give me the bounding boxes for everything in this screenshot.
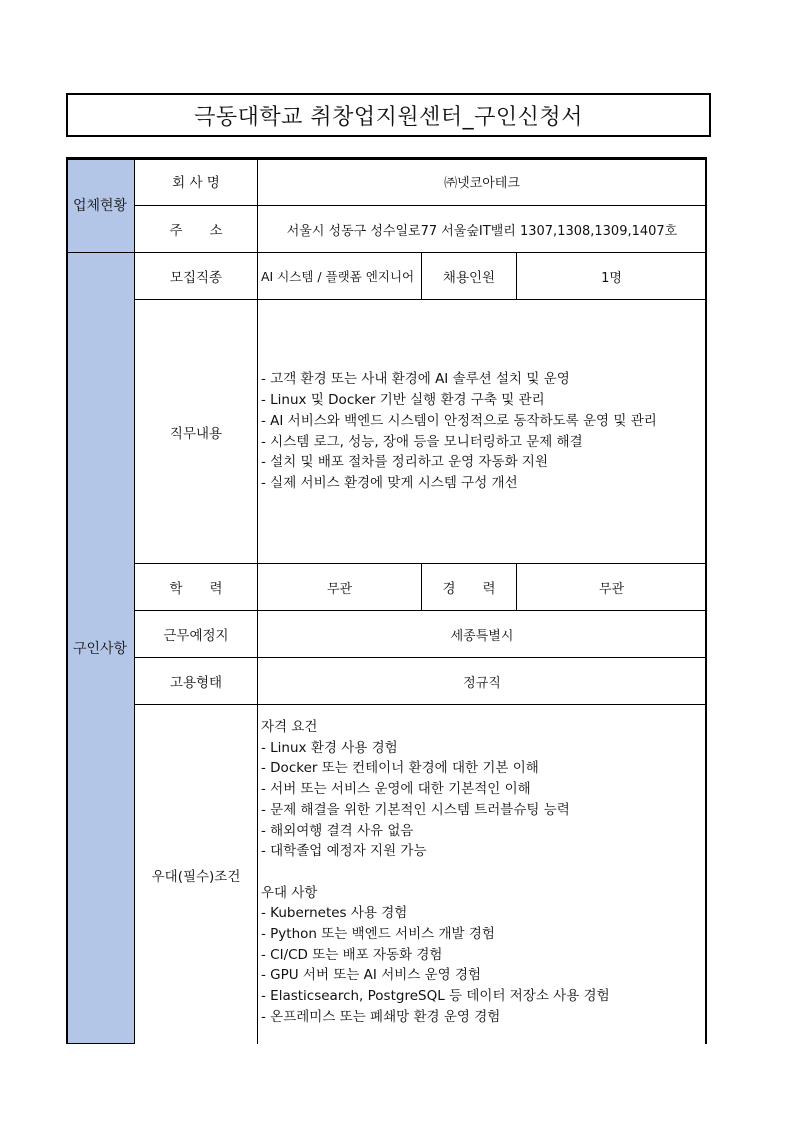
duties-label: 직무내용 xyxy=(135,300,258,564)
company-name-label: 회 사 명 xyxy=(135,157,258,206)
duty-item: - 설치 및 배포 절차를 정리하고 운영 자동화 지원 xyxy=(261,454,548,471)
required-item: - 대학졸업 예정자 지원 가능 xyxy=(261,843,427,860)
duty-item: - 실제 서비스 환경에 맞게 시스템 구성 개선 xyxy=(261,474,518,491)
experience-value: 무관 xyxy=(517,564,707,611)
application-table xyxy=(66,157,707,1044)
preferred-item: - Kubernetes 사용 경험 xyxy=(261,905,408,922)
headcount-label: 채용인원 xyxy=(422,253,517,300)
required-item: - 해외여행 결격 사유 없음 xyxy=(261,822,414,839)
duties-list xyxy=(261,369,657,493)
required-item: - Linux 환경 사용 경험 xyxy=(261,739,398,756)
position-value: AI 시스템 / 플랫폼 엔지니어 xyxy=(258,253,422,300)
location-value: 세종특별시 xyxy=(258,611,707,658)
preferred-item: - GPU 서버 또는 AI 서비스 운영 경험 xyxy=(261,967,482,984)
education-label: 학 력 xyxy=(135,564,258,611)
employment-type-value: 정규직 xyxy=(258,658,707,705)
employment-type-label: 고용형태 xyxy=(135,658,258,705)
spacer xyxy=(261,862,610,883)
preferred-item: - Elasticsearch, PostgreSQL 등 데이터 저장소 사용 경험 xyxy=(261,988,610,1005)
category-job: 구인사항 xyxy=(66,253,135,1044)
position-label: 모집직종 xyxy=(135,253,258,300)
preferred-item: - 온프레미스 또는 폐쇄망 환경 운영 경험 xyxy=(261,1008,501,1025)
duty-item: - 고객 환경 또는 사내 환경에 AI 솔루션 설치 및 운영 xyxy=(261,371,570,388)
preferred-title: 우대 사항 xyxy=(261,884,318,901)
experience-label: 경 력 xyxy=(422,564,517,611)
required-title: 자격 요건 xyxy=(261,719,318,735)
location-label: 근무예정지 xyxy=(135,611,258,658)
conditions-content xyxy=(258,705,707,1044)
conditions-list xyxy=(261,717,610,1028)
headcount-value: 1명 xyxy=(517,253,707,300)
preferred-item: - CI/CD 또는 배포 자동화 경험 xyxy=(261,946,443,963)
required-item: - 서버 또는 서비스 운영에 대한 기본적인 이해 xyxy=(261,781,531,798)
category-company: 업체현황 xyxy=(66,157,135,253)
conditions-label: 우대(필수)조건 xyxy=(135,705,258,1044)
address-value: 서울시 성동구 성수일로77 서울숲IT밸리 1307,1308,1309,1407호 xyxy=(258,206,707,253)
duty-item: - AI 서비스와 백엔드 시스템이 안정적으로 동작하도록 운영 및 관리 xyxy=(261,412,657,429)
preferred-item: - Python 또는 백엔드 서비스 개발 경험 xyxy=(261,926,495,943)
duty-item: - Linux 및 Docker 기반 실행 환경 구축 및 관리 xyxy=(261,392,545,409)
duty-item: - 시스템 로그, 성능, 장애 등을 모니터링하고 문제 해결 xyxy=(261,433,583,450)
required-item: - 문제 해결을 위한 기본적인 시스템 트러블슈팅 능력 xyxy=(261,801,570,818)
company-name-value: ㈜넷코아테크 xyxy=(258,157,707,206)
page-title: 극동대학교 취창업지원센터_구인신청서 xyxy=(66,93,711,137)
duties-content xyxy=(258,300,707,564)
address-label: 주 소 xyxy=(135,206,258,253)
education-value: 무관 xyxy=(258,564,422,611)
required-item: - Docker 또는 컨테이너 환경에 대한 기본 이해 xyxy=(261,760,539,777)
